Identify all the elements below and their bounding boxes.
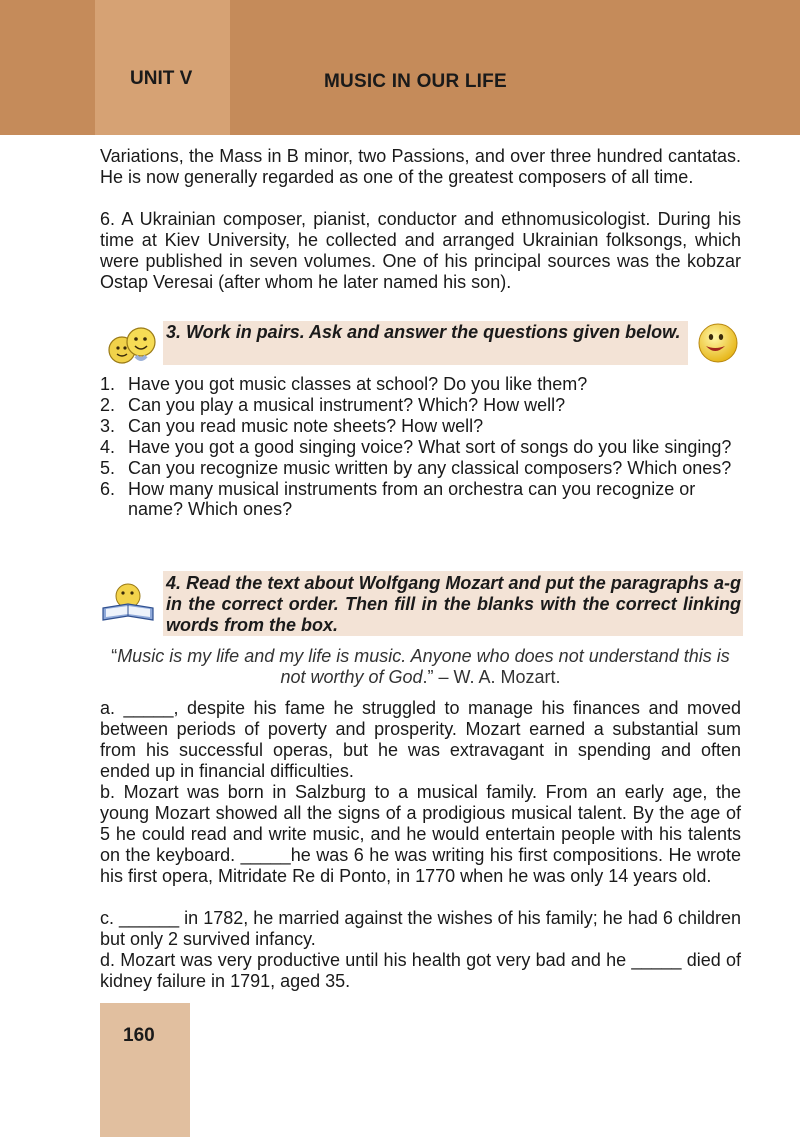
task3-instruction: 3. Work in pairs. Ask and answer the questions given below. bbox=[166, 322, 681, 342]
intro-paragraph-2: 6. A Ukrainian composer, pianist, conductor and ethnomusicologist. During his time at Kiev University, he collected and arranged Ukrainian folksongs, which were published in seven volumes. One of his principal sources was the kobzar Ostap Veresai (after whom he later named his son). bbox=[100, 209, 741, 292]
list-item bbox=[100, 458, 740, 479]
list-item bbox=[100, 437, 740, 458]
question-number: 3. bbox=[100, 415, 116, 436]
paragraph-b: b. Mozart was born in Salzburg to a musical family. From an early age, the young Mozart showed all the signs of a prodigious musical talent. By the age of 5 he could read and write music, and he would entertain people with his talents on the keyboard. _____he was 6 he was writing his first compositions. He wrote his first opera, Mitridate Re di Ponto, in 1770 when he was only 14 years old. bbox=[100, 782, 741, 886]
list-item bbox=[100, 374, 740, 395]
question-text: Have you got music classes at school? Do you like them? bbox=[128, 374, 588, 394]
page-number-tab bbox=[100, 1003, 190, 1137]
quote-open-mark: “ bbox=[111, 646, 118, 666]
list-item bbox=[100, 416, 740, 437]
list-item bbox=[100, 479, 740, 521]
question-text: Can you recognize music written by any classical composers? Which ones? bbox=[128, 457, 732, 478]
task3-question-list bbox=[100, 374, 740, 520]
reading-book-icon bbox=[100, 582, 156, 624]
question-number: 1. bbox=[100, 374, 116, 394]
question-number: 4. bbox=[100, 436, 116, 457]
chapter-title: MUSIC IN OUR LIFE bbox=[324, 71, 507, 92]
question-text: Have you got a good singing voice? What sort of songs do you like singing? bbox=[128, 436, 732, 457]
list-item bbox=[100, 395, 740, 416]
question-number: 5. bbox=[100, 457, 116, 478]
paragraph-a: a. _____, despite his fame he struggled to manage his finances and moved between periods of poverty and prosperity. Mozart earned a substantial sum from his successful operas, but he was extravagant in spending and often ended up in financial difficulties. bbox=[100, 698, 741, 781]
question-text: How many musical instruments from an orchestra can you recognize or name? Which ones? bbox=[128, 478, 696, 520]
unit-label: UNIT V bbox=[130, 68, 193, 89]
quote-attribution: .” – W. A. Mozart. bbox=[422, 667, 561, 687]
question-number: 6. bbox=[100, 478, 116, 499]
mozart-quote bbox=[100, 646, 741, 688]
intro-paragraph-1: Variations, the Mass in B minor, two Passions, and over three hundred cantatas. He is now generally regarded as one of the greatest composers of all time. bbox=[100, 146, 741, 187]
page-number: 160 bbox=[123, 1025, 155, 1046]
smiley-icon bbox=[697, 322, 739, 364]
question-text: Can you play a musical instrument? Which? How well? bbox=[128, 394, 566, 415]
pair-faces-icon bbox=[106, 322, 160, 366]
task4-instruction: 4. Read the text about Wolfgang Mozart and put the paragraphs a-g in the correct order. Then fill in the blanks with the correct linking words from the box. bbox=[166, 573, 741, 635]
quote-text: Music is my life and my life is music. Anyone who does not understand this is not worthy of God bbox=[117, 646, 730, 687]
question-text: Can you read music note sheets? How well? bbox=[128, 415, 484, 436]
paragraph-d: d. Mozart was very productive until his health got very bad and he _____ died of kidney failure in 1791, aged 35. bbox=[100, 950, 741, 991]
paragraph-c: c. ______ in 1782, he married against the wishes of his family; he had 6 children but only 2 survived infancy. bbox=[100, 908, 741, 949]
question-number: 2. bbox=[100, 394, 116, 415]
